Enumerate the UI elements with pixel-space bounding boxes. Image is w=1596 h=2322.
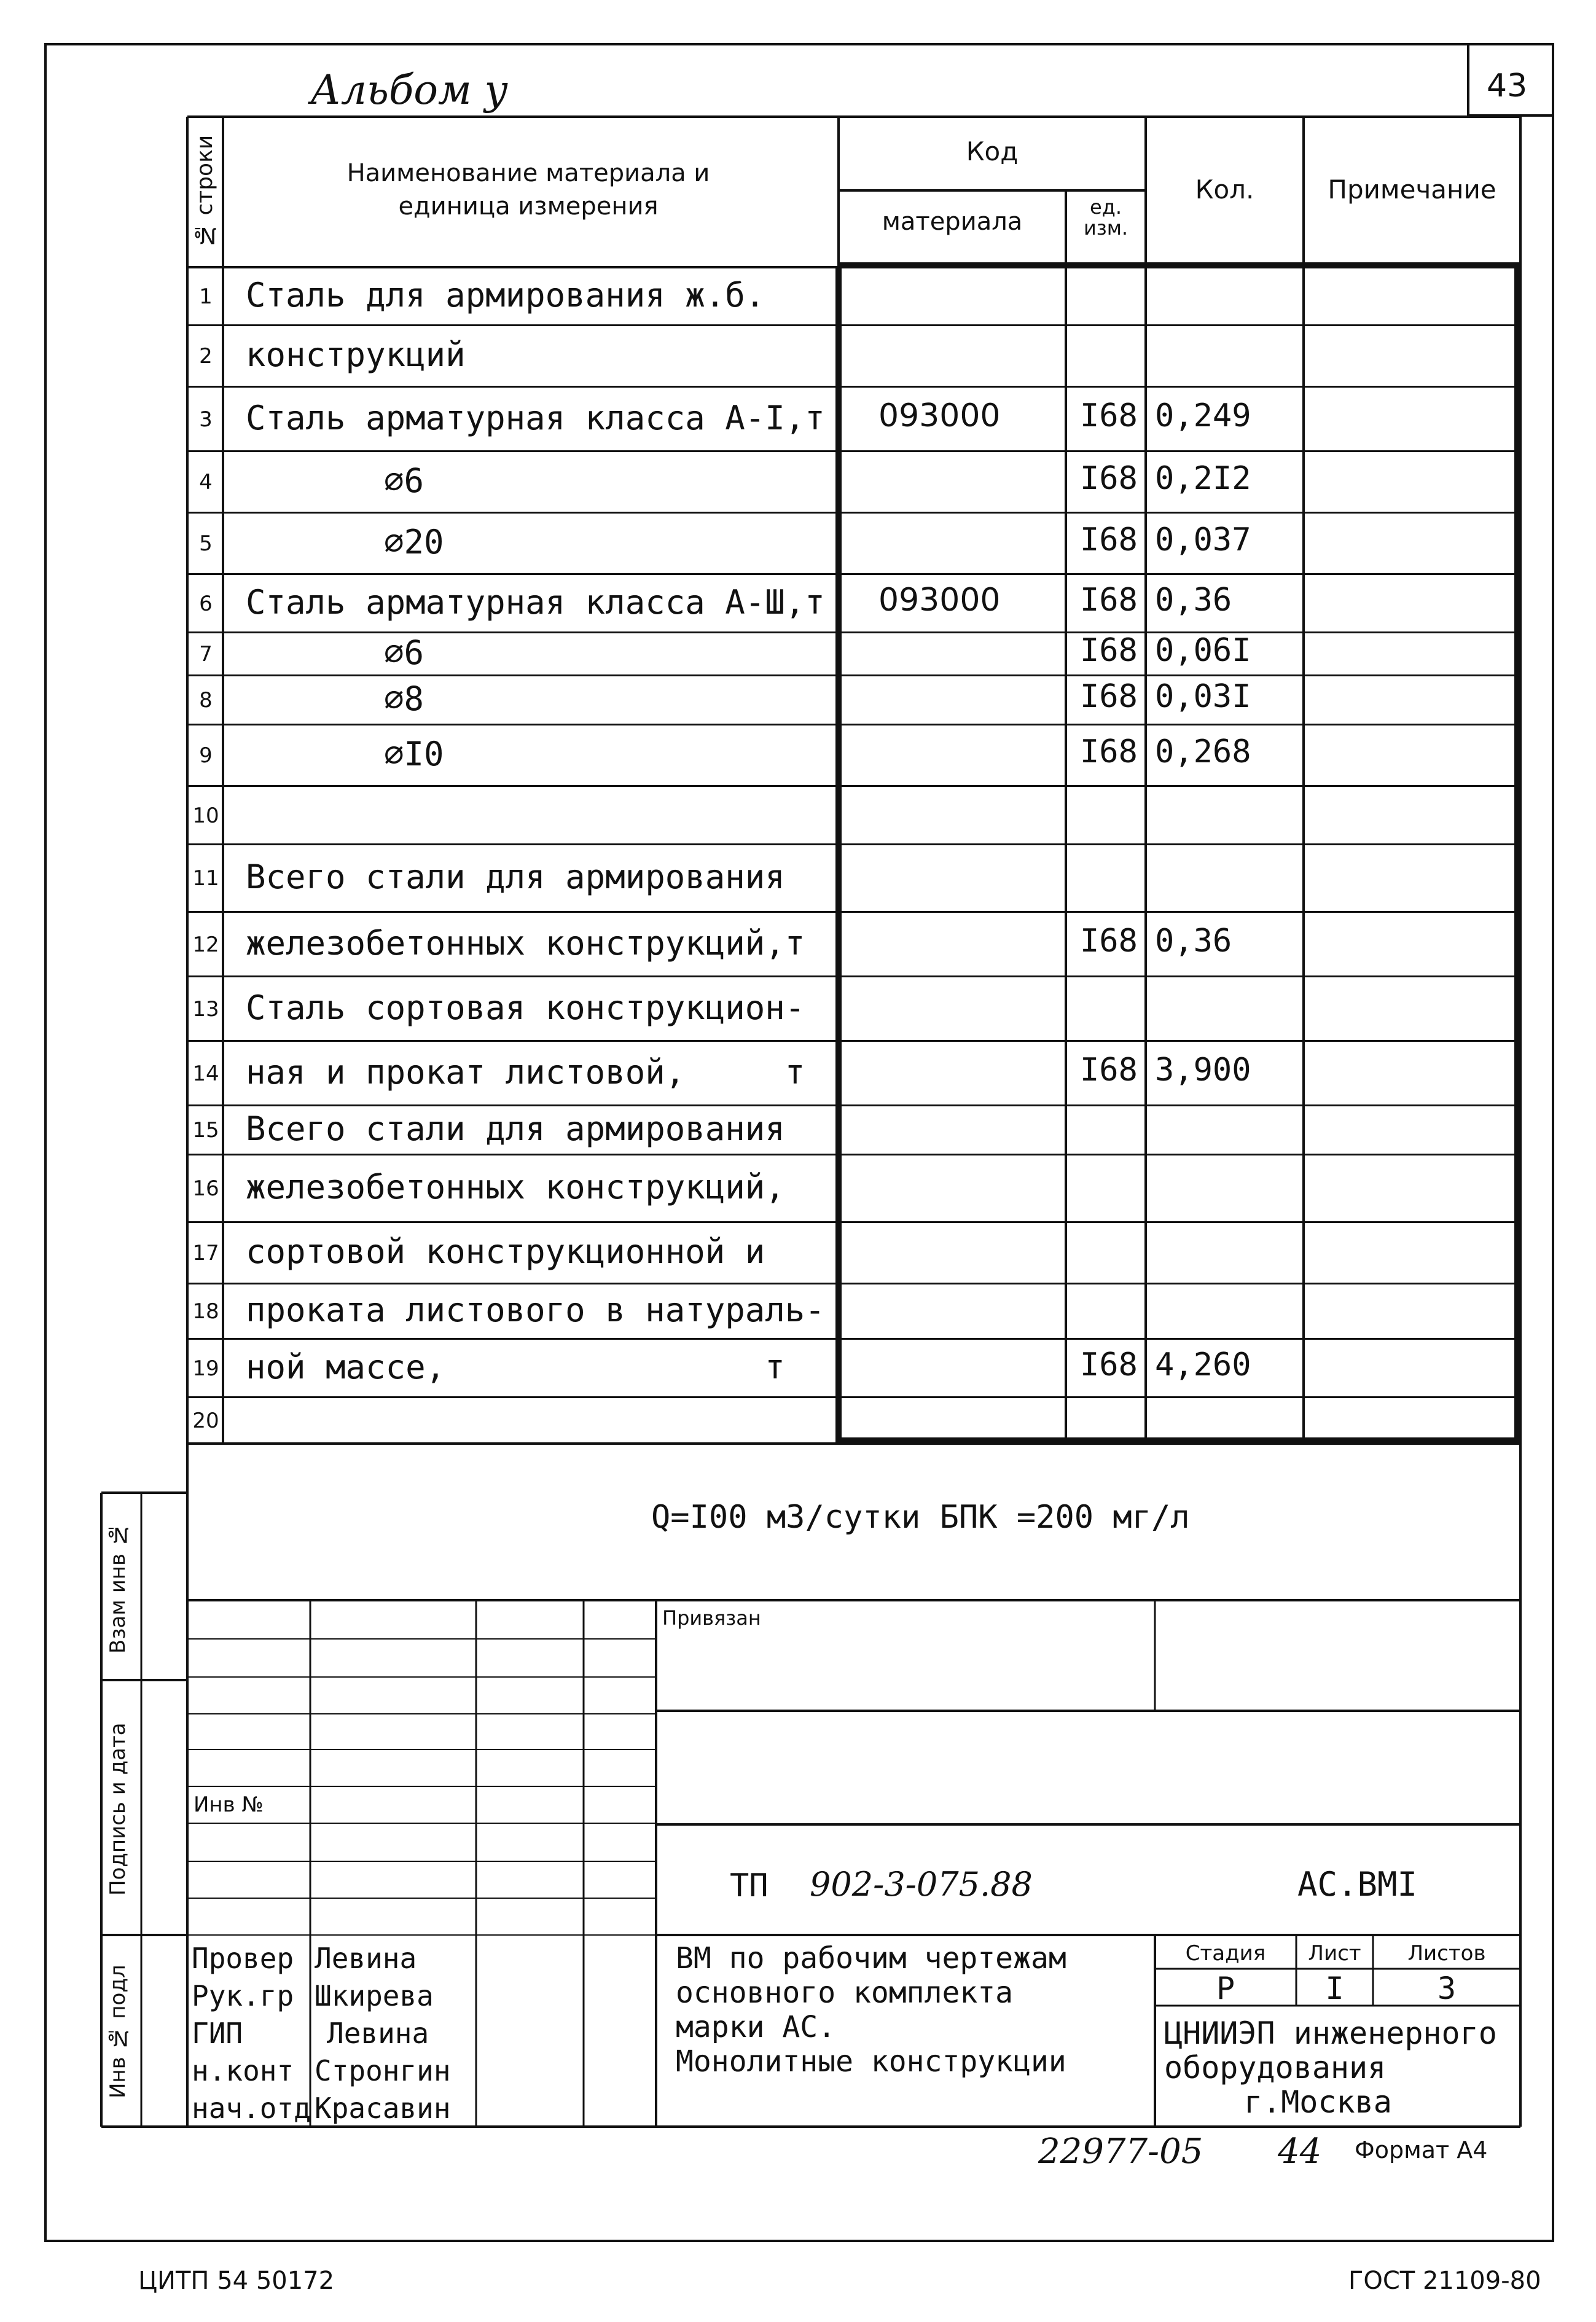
row-number: 12 (192, 932, 219, 957)
signer-row (192, 2052, 451, 2090)
signer-row (192, 1977, 451, 2015)
stamp-privyazan: Привязан (662, 1606, 761, 1630)
footer-left-code: ЦИТП 54 50172 (138, 2267, 335, 2295)
signer-role: н.конт (192, 2054, 294, 2087)
material-name: конструкций (246, 335, 466, 374)
header-row-no: № строки (192, 135, 217, 248)
stamp-doc-code: ТП (730, 1867, 769, 1904)
inventory-number: 22977-05 (1038, 2132, 1203, 2172)
row-separator (187, 674, 1520, 676)
row-number: 14 (192, 1061, 219, 1086)
signer-name: Стронгин (315, 2054, 451, 2087)
org-line: ЦНИИЭП инженерного (1164, 2015, 1497, 2051)
format-label: Формат А4 (1355, 2136, 1488, 2164)
signer-name: Красавин (315, 2092, 451, 2125)
row-separator (187, 512, 1520, 514)
material-name: Сталь арматурная класса А-Ш,т (246, 582, 825, 622)
row-number: 19 (192, 1356, 219, 1381)
signer-role: Рук.гр (192, 1979, 294, 2012)
signer-role: нач.отд (192, 2092, 311, 2125)
row-number: 16 (192, 1176, 219, 1201)
row-separator (187, 724, 1520, 725)
material-code: 093000 (878, 397, 1001, 434)
row-separator (187, 324, 1520, 326)
stamp-title (676, 1941, 1066, 2079)
stamp-title-line: марки АС. (676, 2010, 836, 2044)
stamp-sheets: 3 (1437, 1971, 1457, 2006)
unit-code: I68 (1080, 1051, 1138, 1089)
material-name: Сталь арматурная класса А-I,т (246, 398, 825, 437)
material-name: ∅I0 (384, 735, 444, 773)
org-line: г.Москва (1244, 2084, 1392, 2120)
signer-role: Провер (192, 1942, 294, 1975)
stamp-title-line: основного комплекта (676, 1976, 1014, 2010)
signer-row (192, 2015, 451, 2052)
material-name: ∅20 (384, 523, 444, 561)
material-name: ная и прокат листовой, т (246, 1052, 805, 1092)
row-number: 2 (199, 344, 213, 369)
page-number: 43 (1487, 68, 1528, 104)
material-name: ∅6 (384, 461, 424, 500)
row-separator (187, 843, 1520, 845)
row-number: 18 (192, 1299, 219, 1324)
material-name: железобетонных конструкций, (246, 1168, 785, 1206)
signer-row (192, 1940, 451, 1977)
row-number: 13 (192, 996, 219, 1022)
row-separator (187, 1154, 1520, 1155)
row-number: 11 (192, 866, 219, 891)
row-separator (187, 785, 1520, 787)
stamp-sheet-label: Лист (1308, 1941, 1361, 1966)
stamp-organization (1164, 2016, 1497, 2119)
material-name: Всего стали для армирования (246, 1109, 785, 1148)
row-number: 3 (199, 407, 213, 432)
row-separator (187, 1442, 1520, 1444)
album-title: Альбом у (310, 66, 508, 114)
signer-name: Шкирева (315, 1979, 434, 2012)
quantity: 0,36 (1155, 581, 1232, 619)
material-code: 093000 (878, 581, 1001, 619)
signer-name: Левина (327, 2017, 429, 2050)
unit-code: I68 (1080, 922, 1138, 960)
header-code-material: материала (882, 208, 1023, 236)
row-number: 9 (199, 743, 213, 768)
unit-code: I68 (1080, 460, 1138, 497)
signer-role: ГИП (192, 2017, 243, 2050)
stamp-sheet: I (1325, 1971, 1344, 2006)
quantity: 0,03I (1155, 678, 1251, 715)
header-code-unit: ед. изм. (1083, 195, 1129, 240)
unit-code: I68 (1080, 1346, 1138, 1383)
stamp-title-line: Монолитные конструкции (676, 2044, 1066, 2079)
row-number: 4 (199, 470, 213, 495)
quantity: 0,268 (1155, 733, 1251, 770)
quantity: 0,249 (1155, 397, 1251, 434)
row-separator (187, 1396, 1520, 1398)
material-name: ной массе, т (246, 1347, 785, 1386)
row-number: 8 (199, 688, 213, 713)
quantity: 0,06I (1155, 632, 1251, 669)
quantity: 4,260 (1155, 1346, 1251, 1383)
material-name: ∅6 (384, 633, 424, 672)
stamp-stage-label: Стадия (1185, 1941, 1266, 1966)
side-label-vzam: Взам инв № (106, 1522, 130, 1654)
side-label-inv-podl: Инв № подл (106, 1964, 130, 2099)
stamp-sheets-label: Листов (1407, 1941, 1486, 1966)
capacity-line: Q=I00 м3/сутки БПК =200 мг/л (651, 1499, 1190, 1536)
row-separator (187, 1283, 1520, 1284)
quantity: 0,36 (1155, 922, 1232, 960)
stamp-stage: Р (1216, 1971, 1235, 2006)
row-number: 1 (199, 284, 213, 309)
row-separator (187, 1338, 1520, 1340)
row-separator (187, 975, 1520, 977)
side-label-podpis: Подпись и дата (106, 1722, 130, 1896)
header-note: Примечание (1328, 174, 1496, 205)
material-name: сортовой конструкционной и (246, 1232, 765, 1271)
quantity: 0,037 (1155, 522, 1251, 558)
material-name: ∅8 (384, 679, 424, 718)
material-name: Сталь для армирования ж.б. (246, 275, 765, 315)
row-separator (187, 573, 1520, 575)
unit-code: I68 (1080, 581, 1138, 619)
org-line: оборудования (1164, 2050, 1387, 2086)
row-separator (187, 1221, 1520, 1223)
signer-row (192, 2090, 451, 2127)
row-separator (187, 911, 1520, 913)
row-number: 6 (199, 591, 213, 616)
quantity: 3,900 (1155, 1051, 1251, 1089)
stamp-signers (192, 1940, 451, 2127)
row-separator (187, 1040, 1520, 1042)
material-name: Сталь сортовая конструкцион- (246, 988, 805, 1027)
row-separator (187, 386, 1520, 388)
footer-gost: ГОСТ 21109-80 (1348, 2267, 1541, 2295)
stamp-doc-number: 902-3-075.88 (810, 1865, 1033, 1904)
row-number: 17 (192, 1241, 219, 1265)
unit-code: I68 (1080, 522, 1138, 558)
material-name: железобетонных конструкций,т (246, 923, 805, 963)
stamp-inv-no: Инв № (194, 1792, 264, 1817)
unit-code: I68 (1080, 678, 1138, 715)
signer-name: Левина (315, 1942, 417, 1975)
row-number: 20 (192, 1408, 219, 1433)
row-number: 15 (192, 1118, 219, 1143)
sheet-handwritten: 44 (1278, 2132, 1322, 2172)
unit-code: I68 (1080, 397, 1138, 434)
header-qty: Кол. (1195, 174, 1254, 205)
row-number: 7 (199, 642, 213, 666)
row-number: 5 (199, 531, 213, 556)
material-name: проката листового в натураль- (246, 1291, 825, 1329)
header-name: Наименование материала и единица измерения (346, 159, 710, 221)
quantity: 0,2I2 (1155, 460, 1251, 497)
row-number: 10 (192, 803, 219, 828)
header-code: Код (966, 136, 1019, 166)
row-separator (187, 450, 1520, 452)
unit-code: I68 (1080, 632, 1138, 669)
row-separator (187, 1104, 1520, 1106)
stamp-mark: АС.ВМI (1297, 1865, 1418, 1904)
material-name: Всего стали для армирования (246, 858, 785, 896)
stamp-title-line: ВМ по рабочим чертежам (676, 1941, 1066, 1976)
unit-code: I68 (1080, 733, 1138, 770)
